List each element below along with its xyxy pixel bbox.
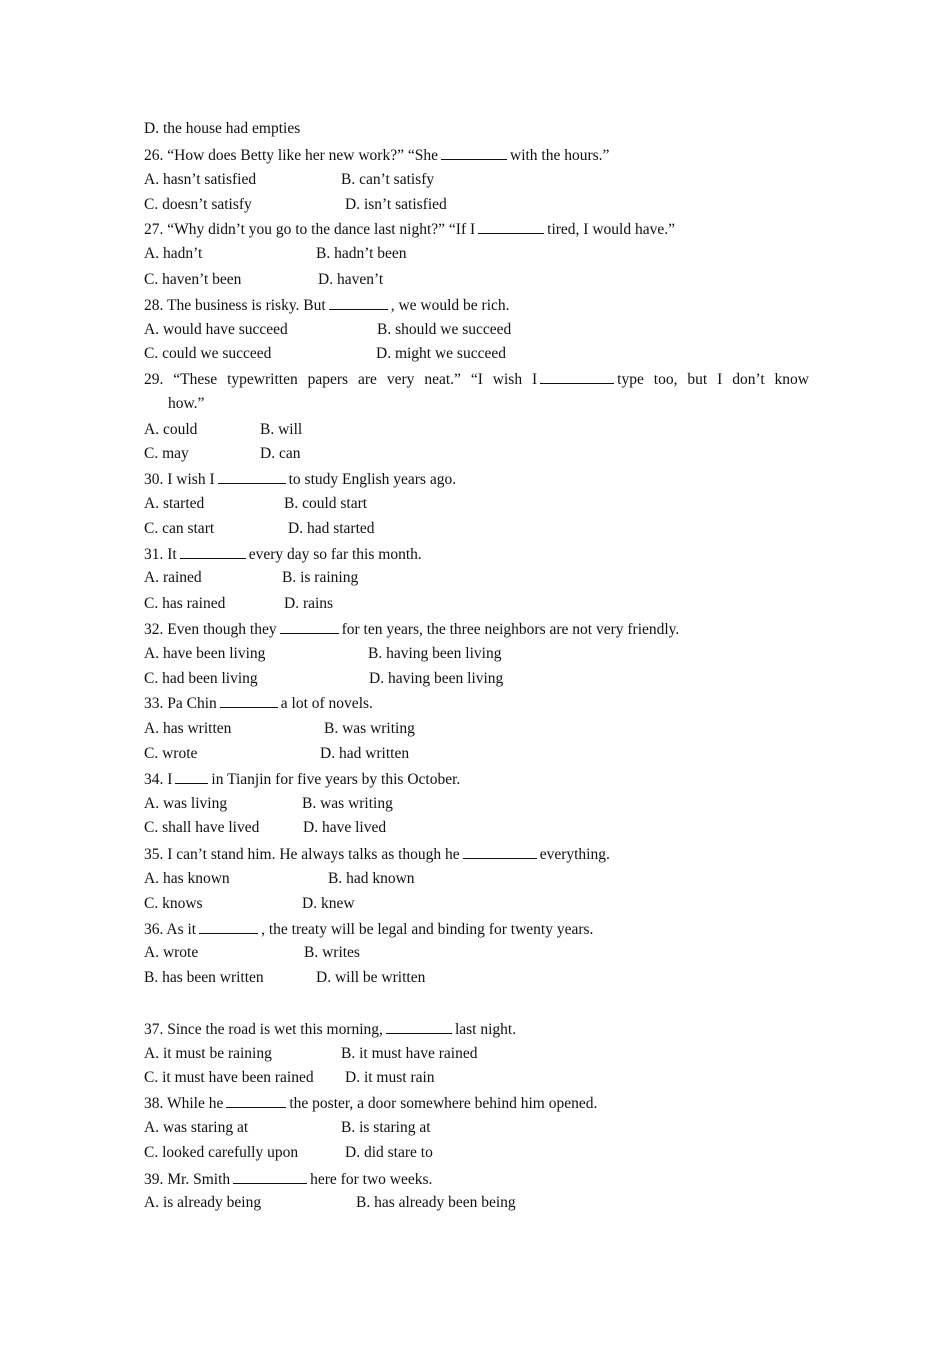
answer-blank[interactable]: [540, 370, 614, 384]
answer-blank[interactable]: [220, 694, 278, 708]
answer-option[interactable]: C. knows: [144, 895, 203, 912]
answer-option[interactable]: D. had written: [320, 745, 410, 762]
answer-option[interactable]: A. rained: [144, 569, 202, 586]
answer-option[interactable]: D. did stare to: [345, 1144, 433, 1161]
stem-text-before: 30. I wish I: [144, 471, 215, 488]
answer-option[interactable]: C. had been living: [144, 670, 258, 687]
answer-option[interactable]: D. can: [260, 445, 301, 462]
question-stem-continued: how.”: [168, 395, 205, 412]
answer-option[interactable]: B. having been living: [368, 645, 502, 662]
answer-blank[interactable]: [226, 1094, 286, 1108]
answer-option[interactable]: C. could we succeed: [144, 345, 272, 362]
answer-option[interactable]: B. is staring at: [341, 1119, 431, 1136]
answer-option[interactable]: D. haven’t: [318, 271, 384, 288]
stem-text-before: 28. The business is risky. But: [144, 297, 326, 314]
stem-text-after: last night.: [454, 1021, 517, 1038]
answer-option[interactable]: B. has already been being: [356, 1194, 516, 1211]
answer-option[interactable]: C. shall have lived: [144, 819, 260, 836]
answer-option[interactable]: D. knew: [302, 895, 355, 912]
answer-option[interactable]: D. having been living: [369, 670, 504, 687]
answer-blank[interactable]: [180, 545, 246, 559]
question-stem: [144, 470, 456, 489]
answer-option[interactable]: B. was writing: [324, 720, 415, 737]
answer-option[interactable]: C. haven’t been: [144, 271, 242, 288]
answer-blank[interactable]: [175, 770, 208, 784]
stem-text-before: 36. As it: [144, 921, 197, 938]
answer-option[interactable]: B. hadn’t been: [316, 245, 407, 262]
question-stem: [144, 920, 593, 939]
answer-option[interactable]: A. has written: [144, 720, 232, 737]
answer-option[interactable]: A. wrote: [144, 944, 199, 961]
stem-text-before: 34. I: [144, 771, 173, 788]
answer-option[interactable]: A. is already being: [144, 1194, 262, 1211]
answer-option[interactable]: C. may: [144, 445, 189, 462]
answer-option[interactable]: C. wrote: [144, 745, 198, 762]
answer-option[interactable]: D. will be written: [316, 969, 426, 986]
answer-option[interactable]: B. had known: [328, 870, 415, 887]
question-stem: [144, 545, 422, 564]
stem-text-after: with the hours.”: [510, 147, 610, 164]
answer-option[interactable]: A. it must be raining: [144, 1045, 272, 1062]
answer-option[interactable]: C. doesn’t satisfy: [144, 196, 252, 213]
answer-option[interactable]: C. can start: [144, 520, 215, 537]
answer-option[interactable]: C. it must have been rained: [144, 1069, 314, 1086]
question-stem: [144, 220, 675, 239]
question-stem: [144, 370, 809, 389]
stem-text-before: 37. Since the road is wet this morning,: [144, 1021, 383, 1038]
answer-option[interactable]: D. might we succeed: [376, 345, 506, 362]
answer-option[interactable]: B. is raining: [282, 569, 359, 586]
option-text: D. the house had empties: [144, 120, 301, 137]
answer-option[interactable]: A. could: [144, 421, 198, 438]
question-stem: [144, 770, 460, 789]
answer-option[interactable]: B. will: [260, 421, 303, 438]
question-stem: [144, 1094, 597, 1113]
answer-blank[interactable]: [329, 296, 388, 310]
question-stem: [144, 1170, 432, 1189]
answer-blank[interactable]: [386, 1020, 452, 1034]
stem-text-after: , the treaty will be legal and binding for twenty years.: [261, 921, 594, 938]
stem-text-after: the poster, a door somewhere behind him opened.: [289, 1095, 598, 1112]
answer-option[interactable]: A. has known: [144, 870, 230, 887]
question-stem: [144, 296, 510, 315]
answer-blank[interactable]: [463, 845, 537, 859]
answer-option[interactable]: D. had started: [288, 520, 375, 537]
stem-text-before: 29. “These typewritten papers are very neat.” “I wish I: [144, 371, 538, 388]
answer-blank[interactable]: [218, 470, 286, 484]
question-stem: [144, 146, 609, 165]
answer-option[interactable]: D. isn’t satisfied: [345, 196, 447, 213]
stem-text-after: tired, I would have.”: [547, 221, 675, 238]
answer-option[interactable]: B. writes: [304, 944, 360, 961]
answer-blank[interactable]: [441, 146, 507, 160]
answer-option[interactable]: A. was staring at: [144, 1119, 249, 1136]
stem-text-before: 39. Mr. Smith: [144, 1171, 231, 1188]
answer-option[interactable]: C. has rained: [144, 595, 226, 612]
stem-text-before: 33. Pa Chin: [144, 695, 217, 712]
stem-text-after: everything.: [539, 846, 610, 863]
stem-text-after: type too, but I don’t know: [617, 371, 809, 388]
answer-option[interactable]: D. it must rain: [345, 1069, 435, 1086]
stem-text-after: a lot of novels.: [280, 695, 373, 712]
question-stem: [144, 694, 373, 713]
answer-option[interactable]: A. hasn’t satisfied: [144, 171, 257, 188]
answer-blank[interactable]: [478, 220, 544, 234]
answer-option[interactable]: A. was living: [144, 795, 228, 812]
answer-option[interactable]: D. have lived: [303, 819, 387, 836]
answer-option[interactable]: B. it must have rained: [341, 1045, 478, 1062]
answer-option[interactable]: B. can’t satisfy: [341, 171, 435, 188]
stem-text-after: to study English years ago.: [288, 471, 457, 488]
question-stem: [144, 1020, 516, 1039]
answer-option[interactable]: B. could start: [284, 495, 368, 512]
stem-text-before: 31. It: [144, 546, 177, 563]
stem-text-after: , we would be rich.: [390, 297, 510, 314]
answer-option[interactable]: A. have been living: [144, 645, 266, 662]
stem-text-after: for ten years, the three neighbors are not very friendly.: [341, 621, 680, 638]
stem-text-before: 35. I can’t stand him. He always talks as though he: [144, 846, 460, 863]
stem-text-before: 27. “Why didn’t you go to the dance last night?” “If I: [144, 221, 476, 238]
answer-option[interactable]: B. was writing: [302, 795, 393, 812]
answer-option[interactable]: A. hadn’t: [144, 245, 203, 262]
answer-option[interactable]: C. looked carefully upon: [144, 1144, 299, 1161]
answer-option[interactable]: B. should we succeed: [377, 321, 512, 338]
answer-option[interactable]: B. has been written: [144, 969, 264, 986]
answer-blank[interactable]: [280, 620, 339, 634]
stem-text-after: here for two weeks.: [310, 1171, 433, 1188]
stem-text-before: 26. “How does Betty like her new work?” “She: [144, 147, 438, 164]
question-stem: [144, 845, 610, 864]
question-stem: [144, 620, 679, 639]
answer-option[interactable]: A. started: [144, 495, 205, 512]
answer-option[interactable]: D. rains: [284, 595, 334, 612]
stem-text-after: every day so far this month.: [248, 546, 422, 563]
stem-text-before: 38. While he: [144, 1095, 224, 1112]
stem-text-after: in Tianjin for five years by this October.: [211, 771, 461, 788]
stem-text-before: 32. Even though they: [144, 621, 277, 638]
answer-option[interactable]: A. would have succeed: [144, 321, 288, 338]
answer-blank[interactable]: [199, 920, 258, 934]
answer-blank[interactable]: [233, 1170, 307, 1184]
